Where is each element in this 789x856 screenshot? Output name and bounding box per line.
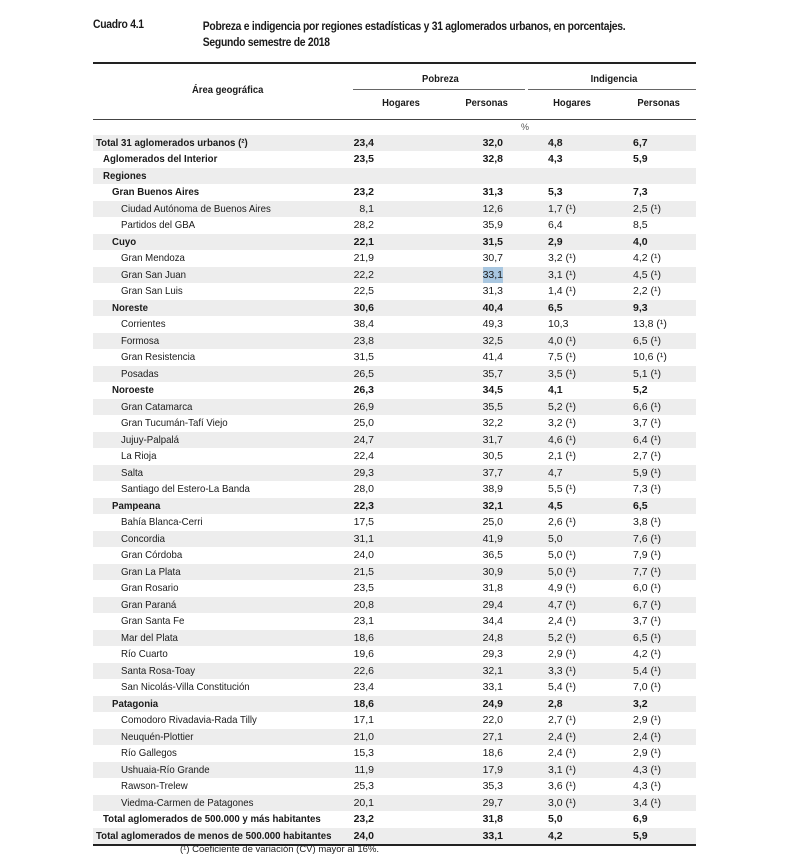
- cell-pobreza-personas: 34,5: [482, 384, 503, 396]
- cell-pobreza-hogares: 26,5: [353, 367, 374, 380]
- table-number: Cuadro 4.1: [93, 19, 144, 31]
- cell-indigencia-personas: 6,5 (¹): [633, 631, 662, 644]
- cell-indigencia-personas: 7,0 (¹): [633, 681, 662, 693]
- cell-indigencia-personas: 5,9: [633, 153, 648, 165]
- cell-indigencia-hogares: 3,6 (¹): [548, 780, 577, 792]
- table-row: [93, 382, 696, 399]
- row-label: Gran Buenos Aires: [112, 186, 200, 198]
- cell-pobreza-hogares: 31,5: [353, 351, 374, 363]
- row-label: Río Gallegos: [121, 747, 177, 759]
- cell-indigencia-personas: 5,9 (¹): [633, 466, 662, 479]
- row-label: Jujuy-Palpalá: [121, 433, 180, 446]
- cell-pobreza-personas: 35,5: [482, 400, 503, 413]
- row-label: La Rioja: [121, 450, 157, 462]
- cell-indigencia-hogares: 6,5: [548, 301, 563, 314]
- cell-pobreza-personas: 37,7: [482, 466, 503, 479]
- cell-indigencia-hogares: 2,4 (¹): [548, 615, 577, 627]
- cell-pobreza-hogares: 26,3: [353, 384, 374, 396]
- cell-indigencia-hogares: 7,5 (¹): [548, 351, 577, 363]
- cell-indigencia-hogares: 4,9 (¹): [548, 582, 577, 594]
- cell-pobreza-hogares: 11,9: [354, 763, 374, 776]
- cell-indigencia-personas: 10,6 (¹): [633, 351, 667, 363]
- cell-pobreza-hogares: 17,5: [353, 516, 374, 528]
- cell-indigencia-hogares: 5,3: [548, 186, 563, 198]
- row-label: Concordia: [121, 532, 166, 545]
- cell-pobreza-personas: 29,3: [482, 648, 503, 660]
- cell-indigencia-hogares: 10,3: [548, 318, 569, 330]
- cell-indigencia-hogares: 2,7 (¹): [548, 714, 577, 726]
- row-label: Partidos del GBA: [121, 219, 196, 231]
- cell-pobreza-personas: 24,9: [482, 697, 503, 710]
- cell-indigencia-hogares: 5,0 (¹): [548, 565, 577, 578]
- cell-pobreza-personas: 22,0: [482, 714, 503, 726]
- cell-pobreza-hogares: 23,5: [353, 153, 374, 165]
- table-row: [93, 267, 696, 284]
- cell-pobreza-hogares: 20,8: [353, 598, 374, 611]
- cell-indigencia-personas: 7,3: [633, 186, 648, 198]
- cell-indigencia-personas: 4,2 (¹): [633, 648, 662, 660]
- cell-indigencia-personas: 6,0 (¹): [633, 582, 662, 594]
- row-label: Noroeste: [112, 384, 154, 396]
- cell-indigencia-personas: 6,5 (¹): [633, 334, 662, 347]
- cell-pobreza-personas: 31,3: [482, 186, 503, 198]
- row-label: Gran Paraná: [121, 598, 177, 611]
- cell-indigencia-personas: 4,3 (¹): [633, 763, 662, 776]
- cell-indigencia-personas: 3,2: [633, 697, 648, 710]
- cell-indigencia-hogares: 1,4 (¹): [548, 285, 577, 297]
- cell-pobreza-hogares: 21,5: [353, 565, 374, 578]
- row-label: Gran Córdoba: [121, 549, 183, 561]
- cell-pobreza-personas: 33,1: [482, 829, 503, 842]
- cell-pobreza-personas: 30,9: [482, 565, 503, 578]
- row-label: Mar del Plata: [121, 631, 178, 644]
- table-row: [93, 366, 696, 383]
- unit-label: %: [521, 121, 530, 132]
- cell-pobreza-hogares: 22,6: [353, 664, 374, 677]
- row-label: Ciudad Autónoma de Buenos Aires: [121, 202, 271, 215]
- cell-indigencia-personas: 4,5 (¹): [633, 268, 662, 281]
- cell-pobreza-personas: 29,7: [482, 796, 503, 809]
- cell-indigencia-hogares: 5,2 (¹): [548, 400, 577, 413]
- table-row: [93, 514, 696, 531]
- table-row: [93, 481, 696, 498]
- table-row: [93, 547, 696, 564]
- cell-indigencia-hogares: 2,9: [548, 235, 563, 248]
- cell-indigencia-personas: 2,9 (¹): [633, 714, 662, 726]
- table-row: [93, 498, 696, 515]
- cell-indigencia-personas: 3,4 (¹): [633, 796, 662, 809]
- cell-indigencia-hogares: 4,8: [548, 136, 563, 149]
- cell-pobreza-personas: 17,9: [482, 763, 503, 776]
- row-label: Noreste: [112, 301, 148, 314]
- cell-pobreza-hogares: 23,2: [353, 186, 374, 198]
- cell-indigencia-personas: 7,6 (¹): [633, 532, 662, 545]
- row-label: Salta: [121, 466, 144, 479]
- table-row: [93, 745, 696, 762]
- row-label: Gran Rosario: [121, 582, 179, 594]
- row-label: Gran Santa Fe: [121, 615, 185, 627]
- cell-indigencia-hogares: 6,4: [548, 219, 563, 231]
- cell-indigencia-personas: 3,7 (¹): [633, 615, 662, 627]
- table-row: [93, 250, 696, 267]
- cell-indigencia-hogares: 5,4 (¹): [548, 681, 577, 693]
- row-label: Gran Tucumán-Tafí Viejo: [121, 417, 228, 429]
- table-title-line-1: Pobreza e indigencia por regiones estadísticas y 31 aglomerados urbanos, en porcentajes.: [202, 21, 626, 33]
- cell-indigencia-hogares: 5,0: [548, 532, 563, 545]
- cell-pobreza-personas: 30,7: [482, 252, 503, 264]
- table-row: [93, 531, 696, 548]
- cell-pobreza-personas: 35,7: [482, 367, 503, 380]
- row-label: Pampeana: [112, 499, 161, 512]
- cell-pobreza-hogares: 26,9: [353, 400, 374, 413]
- row-label: Formosa: [121, 334, 160, 347]
- table-row: [93, 465, 696, 482]
- header-group-indigencia: Indigencia: [590, 72, 638, 85]
- cell-indigencia-personas: 5,2: [633, 384, 648, 396]
- table-row: [93, 168, 696, 185]
- row-label: Total aglomerados de menos de 500.000 habitantes: [96, 829, 332, 842]
- cell-indigencia-hogares: 3,1 (¹): [548, 268, 577, 281]
- cell-pobreza-hogares: 22,4: [353, 450, 374, 462]
- table-title-line-2: Segundo semestre de 2018: [202, 37, 330, 49]
- cell-indigencia-personas: 3,8 (¹): [633, 516, 662, 528]
- cell-indigencia-personas: 2,9 (¹): [633, 747, 662, 759]
- cell-indigencia-hogares: 4,1: [548, 384, 563, 396]
- row-label: Gran Resistencia: [121, 351, 196, 363]
- table-row: [93, 333, 696, 350]
- table-row: [93, 448, 696, 465]
- cell-pobreza-personas: 12,6: [482, 202, 503, 215]
- cell-indigencia-personas: 2,7 (¹): [633, 450, 662, 462]
- row-label: Posadas: [121, 367, 159, 380]
- cell-indigencia-personas: 7,7 (¹): [633, 565, 662, 578]
- cell-pobreza-hogares: 22,5: [353, 285, 374, 297]
- cell-indigencia-personas: 2,2 (¹): [633, 285, 662, 297]
- cell-pobreza-personas: 32,5: [482, 334, 503, 347]
- cell-pobreza-personas: 32,8: [482, 153, 503, 165]
- cell-pobreza-hogares: 22,3: [353, 499, 374, 512]
- cell-pobreza-personas: 27,1: [482, 730, 503, 743]
- table-row: [93, 580, 696, 597]
- row-label: Gran San Luis: [121, 285, 183, 297]
- row-label: Gran San Juan: [121, 268, 186, 281]
- cell-pobreza-personas: 41,4: [482, 351, 503, 363]
- cell-pobreza-personas: 30,5: [482, 450, 503, 462]
- table-row: [93, 811, 696, 828]
- cell-pobreza-personas: 34,4: [482, 615, 503, 627]
- cell-indigencia-personas: 4,2 (¹): [633, 252, 662, 264]
- unit-row: [93, 120, 696, 135]
- cell-pobreza-hogares: 24,0: [353, 549, 374, 561]
- cell-indigencia-personas: 13,8 (¹): [633, 318, 667, 330]
- row-label: Aglomerados del Interior: [103, 153, 218, 165]
- cell-indigencia-hogares: 5,0: [548, 813, 563, 825]
- cell-indigencia-hogares: 2,4 (¹): [548, 730, 577, 743]
- table-row: [93, 349, 696, 366]
- table-row: [93, 613, 696, 630]
- cell-pobreza-hogares: 25,3: [353, 780, 374, 792]
- cell-pobreza-hogares: 23,2: [353, 813, 374, 825]
- cell-indigencia-hogares: 4,7: [548, 466, 563, 479]
- table-row: [93, 597, 696, 614]
- cell-pobreza-personas: 32,1: [482, 499, 503, 512]
- cell-indigencia-hogares: 5,2 (¹): [548, 631, 577, 644]
- table-row: [93, 217, 696, 234]
- cell-pobreza-hogares: 23,1: [353, 615, 374, 627]
- cell-pobreza-hogares: 19,6: [353, 648, 374, 660]
- row-label: Rawson-Trelew: [121, 780, 188, 792]
- cell-pobreza-personas: 41,9: [482, 532, 503, 545]
- cell-indigencia-personas: 6,7: [633, 136, 648, 149]
- row-label: Cuyo: [112, 235, 137, 248]
- cell-indigencia-hogares: 3,5 (¹): [548, 367, 577, 380]
- cell-indigencia-hogares: 5,0 (¹): [548, 549, 577, 561]
- table-row: [93, 201, 696, 218]
- table-row: [93, 399, 696, 416]
- data-table: [93, 62, 696, 846]
- cell-pobreza-hogares: 31,1: [353, 532, 374, 545]
- row-label: Neuquén-Plottier: [121, 730, 194, 743]
- table-row: [93, 762, 696, 779]
- cell-pobreza-hogares: 15,3: [353, 747, 374, 759]
- cell-pobreza-hogares: 23,4: [353, 681, 374, 693]
- cell-pobreza-personas: 49,3: [482, 318, 503, 330]
- cell-pobreza-hogares: 17,1: [353, 714, 374, 726]
- table-row: [93, 151, 696, 168]
- row-label: Gran Catamarca: [121, 400, 193, 413]
- table-row: [93, 630, 696, 647]
- row-label: Total 31 aglomerados urbanos (²): [96, 136, 248, 149]
- row-label: Corrientes: [121, 318, 166, 330]
- table-row: [93, 646, 696, 663]
- table-body: [93, 135, 696, 845]
- table-row: [93, 679, 696, 696]
- table-title: [203, 19, 779, 51]
- cell-pobreza-hogares: 21,9: [353, 252, 374, 264]
- cell-indigencia-hogares: 2,6 (¹): [548, 516, 577, 528]
- cell-indigencia-personas: 5,9: [633, 829, 648, 842]
- table-row: [93, 828, 696, 845]
- table-row: [93, 283, 696, 300]
- table-row: [93, 234, 696, 251]
- table-row: [93, 712, 696, 729]
- cell-pobreza-personas: 31,5: [482, 235, 503, 248]
- cell-pobreza-personas: 31,8: [482, 582, 503, 594]
- cell-pobreza-hogares: 25,0: [353, 417, 374, 429]
- table-row: [93, 696, 696, 713]
- header-col-pobreza-hogares: Hogares: [382, 96, 420, 109]
- cell-pobreza-personas: 38,9: [482, 483, 503, 495]
- cell-pobreza-personas: 40,4: [482, 301, 503, 314]
- cell-indigencia-hogares: 5,5 (¹): [548, 483, 577, 495]
- row-label: Patagonia: [112, 697, 159, 710]
- cell-pobreza-personas: 32,2: [482, 417, 503, 429]
- cell-pobreza-personas: 24,8: [482, 631, 503, 644]
- table-row: [93, 135, 696, 152]
- header-col-pobreza-personas: Personas: [465, 96, 508, 109]
- cell-indigencia-personas: 6,5: [633, 499, 648, 512]
- table-header: [93, 64, 696, 119]
- cell-indigencia-hogares: 4,5: [548, 499, 563, 512]
- row-label: San Nicolás-Villa Constitución: [121, 681, 250, 693]
- footnote: (¹) Coeficiente de variación (CV) mayor al 16%.: [180, 844, 380, 855]
- cell-pobreza-hogares: 22,1: [353, 235, 374, 248]
- cell-indigencia-personas: 6,7 (¹): [633, 598, 662, 611]
- cell-indigencia-hogares: 4,0 (¹): [548, 334, 577, 347]
- cell-pobreza-personas: 35,3: [482, 780, 503, 792]
- cell-pobreza-personas: 18,6: [482, 747, 503, 759]
- cell-indigencia-personas: 6,9: [633, 813, 648, 825]
- cell-pobreza-personas: 32,1: [482, 664, 503, 677]
- table-row: [93, 564, 696, 581]
- table-row: [93, 316, 696, 333]
- table-row: [93, 300, 696, 317]
- cell-pobreza-hogares: 20,1: [353, 796, 374, 809]
- cell-indigencia-hogares: 3,1 (¹): [548, 763, 577, 776]
- cell-pobreza-personas: 31,8: [482, 813, 503, 825]
- cell-pobreza-hogares: 18,6: [353, 631, 374, 644]
- cell-pobreza-hogares: 24,7: [353, 433, 374, 446]
- cell-indigencia-hogares: 4,6 (¹): [548, 433, 577, 446]
- cell-pobreza-personas: 35,9: [482, 219, 503, 231]
- cell-indigencia-personas: 4,3 (¹): [633, 780, 662, 792]
- table-row: [93, 778, 696, 795]
- cell-pobreza-hogares: 21,0: [353, 730, 374, 743]
- cell-pobreza-hogares: 23,8: [353, 334, 374, 347]
- cell-pobreza-hogares: 18,6: [353, 697, 374, 710]
- cell-indigencia-personas: 3,7 (¹): [633, 417, 662, 429]
- cell-pobreza-personas: 31,3: [482, 285, 503, 297]
- cell-indigencia-hogares: 1,7 (¹): [548, 202, 577, 215]
- cell-indigencia-personas: 7,3 (¹): [633, 483, 662, 495]
- cell-indigencia-personas: 7,9 (¹): [633, 549, 662, 561]
- cell-pobreza-personas: 36,5: [482, 549, 503, 561]
- cell-pobreza-hogares: 28,2: [353, 219, 374, 231]
- cell-indigencia-personas: 9,3: [633, 301, 648, 314]
- cell-pobreza-hogares: 29,3: [353, 466, 374, 479]
- row-label: Santiago del Estero-La Banda: [121, 483, 250, 495]
- cell-indigencia-hogares: 3,2 (¹): [548, 417, 577, 429]
- cell-indigencia-hogares: 3,0 (¹): [548, 796, 577, 809]
- cell-pobreza-hogares: 38,4: [353, 318, 374, 330]
- cell-pobreza-hogares: 23,4: [353, 136, 374, 149]
- cell-pobreza-personas: 29,4: [482, 598, 503, 611]
- cell-indigencia-personas: 8,5: [633, 219, 648, 231]
- cell-indigencia-hogares: 2,9 (¹): [548, 648, 577, 660]
- cell-indigencia-personas: 2,5 (¹): [633, 202, 662, 215]
- cell-pobreza-personas: 32,0: [482, 136, 503, 149]
- cell-indigencia-personas: 6,4 (¹): [633, 433, 662, 446]
- row-label: Gran La Plata: [121, 565, 181, 578]
- cell-pobreza-hogares: 8,1: [359, 202, 374, 215]
- cell-indigencia-hogares: 2,4 (¹): [548, 747, 577, 759]
- cell-indigencia-hogares: 4,2: [548, 829, 563, 842]
- cell-pobreza-personas: 33,1: [482, 681, 503, 693]
- row-label: Gran Mendoza: [121, 252, 185, 264]
- table-row: [93, 729, 696, 746]
- row-label: Total aglomerados de 500.000 y más habitantes: [103, 813, 321, 825]
- row-label: Bahía Blanca-Cerri: [121, 516, 203, 528]
- cell-indigencia-personas: 5,4 (¹): [633, 664, 662, 677]
- cell-pobreza-hogares: 28,0: [353, 483, 374, 495]
- cell-indigencia-hogares: 2,1 (¹): [548, 450, 577, 462]
- header-col-indigencia-hogares: Hogares: [553, 96, 591, 109]
- header-group-pobreza: Pobreza: [422, 72, 459, 85]
- table-row: [93, 415, 696, 432]
- cell-pobreza-hogares: 23,5: [353, 582, 374, 594]
- row-label: Regiones: [103, 169, 147, 182]
- cell-indigencia-hogares: 4,3: [548, 153, 563, 165]
- cell-pobreza-personas: 25,0: [482, 516, 503, 528]
- cell-pobreza-personas: 31,7: [482, 433, 503, 446]
- cell-indigencia-hogares: 2,8: [548, 697, 563, 710]
- cell-indigencia-personas: 4,0: [633, 235, 648, 248]
- pobreza-group-rule: [353, 89, 525, 90]
- header-col-indigencia-personas: Personas: [637, 96, 680, 109]
- cell-pobreza-hogares: 22,2: [353, 268, 374, 281]
- cell-pobreza-personas: 33,1: [483, 267, 503, 284]
- cell-indigencia-personas: 5,1 (¹): [633, 367, 662, 380]
- table-row: [93, 432, 696, 449]
- header-area: Área geográfica: [191, 83, 264, 96]
- cell-indigencia-hogares: 3,3 (¹): [548, 664, 577, 677]
- table-row: [93, 795, 696, 812]
- table-row: [93, 663, 696, 680]
- row-label: Viedma-Carmen de Patagones: [121, 796, 254, 809]
- cell-indigencia-personas: 2,4 (¹): [633, 730, 662, 743]
- cell-pobreza-hogares: 24,0: [353, 829, 374, 842]
- row-label: Santa Rosa-Toay: [121, 664, 196, 677]
- table-row: [93, 184, 696, 201]
- cell-indigencia-personas: 6,6 (¹): [633, 400, 662, 413]
- indigencia-group-rule: [528, 89, 696, 90]
- cell-indigencia-hogares: 4,7 (¹): [548, 598, 577, 611]
- row-label: Ushuaia-Río Grande: [121, 763, 210, 776]
- row-label: Comodoro Rivadavia-Rada Tilly: [121, 714, 257, 726]
- row-label: Río Cuarto: [121, 648, 168, 660]
- cell-pobreza-hogares: 30,6: [353, 301, 374, 314]
- cell-indigencia-hogares: 3,2 (¹): [548, 252, 577, 264]
